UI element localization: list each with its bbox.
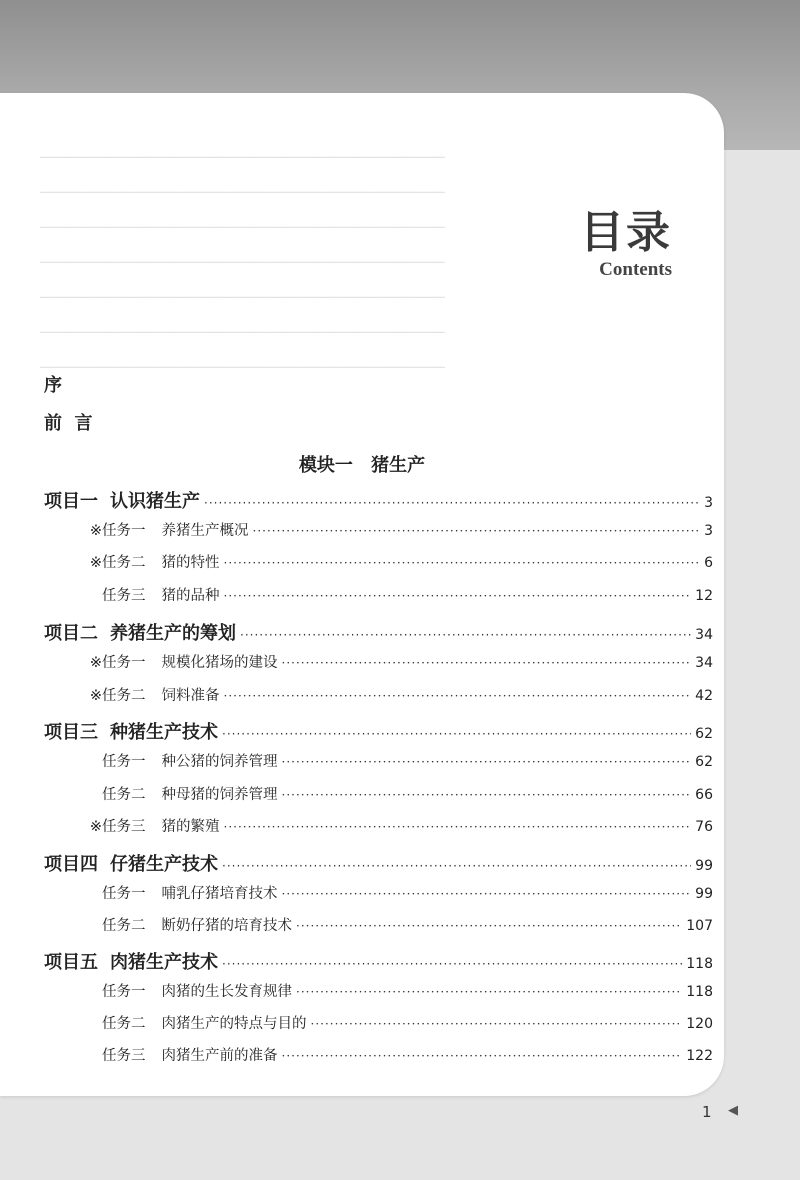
toc-entry-page: 99 bbox=[695, 886, 713, 902]
toc-entry-page: 118 bbox=[686, 956, 713, 972]
toc-entry-label bbox=[82, 1012, 307, 1033]
module-heading bbox=[0, 451, 724, 477]
toc-entry-title: 种公猪的饲养管理 bbox=[161, 754, 278, 770]
toc-entry-number: 任务一 bbox=[102, 984, 146, 1000]
toc-entry-label bbox=[44, 948, 218, 974]
toc-entry-page: 99 bbox=[695, 858, 713, 874]
toc-entry-label bbox=[82, 783, 278, 804]
toc-entry-number: 项目一 bbox=[44, 491, 98, 512]
toc-entry-page: 42 bbox=[695, 688, 713, 704]
dot-leader bbox=[222, 859, 691, 873]
dot-leader bbox=[204, 496, 700, 510]
dot-leader bbox=[224, 556, 701, 570]
toc-heading bbox=[580, 207, 672, 281]
dot-leader bbox=[296, 985, 682, 999]
toc-task-entry[interactable] bbox=[82, 1044, 713, 1068]
dot-leader bbox=[224, 820, 692, 834]
toc-entry-number: 任务二 bbox=[102, 787, 146, 803]
dot-leader bbox=[222, 727, 691, 741]
toc-entry-title: 猪的繁殖 bbox=[161, 819, 220, 835]
toc-task-entry[interactable] bbox=[82, 519, 713, 543]
dot-leader bbox=[282, 755, 692, 769]
toc-entry-label bbox=[82, 684, 220, 705]
toc-entry-number: 项目二 bbox=[44, 623, 98, 644]
toc-entry-number: 任务三 bbox=[102, 819, 146, 835]
toc-task-entry[interactable] bbox=[82, 980, 713, 1004]
toc-project-entry[interactable] bbox=[44, 948, 713, 972]
toc-entry-number: 任务二 bbox=[102, 688, 146, 704]
toc-entry-title: 认识猪生产 bbox=[110, 491, 200, 512]
toc-entry-number: 任务二 bbox=[102, 555, 146, 571]
toc-entry-label bbox=[82, 584, 220, 605]
toc-entry-title: 种母猪的饲养管理 bbox=[161, 787, 278, 803]
page-number: 1 bbox=[702, 1103, 712, 1121]
toc-entry-title: 断奶仔猪的培育技术 bbox=[161, 918, 292, 934]
dot-leader bbox=[224, 589, 692, 603]
toc-entry-label bbox=[82, 750, 278, 771]
toc-task-entry[interactable] bbox=[82, 750, 713, 774]
toc-entry-label bbox=[44, 850, 218, 876]
toc-task-entry[interactable] bbox=[82, 584, 713, 608]
toc-entry-title: 饲料准备 bbox=[161, 688, 220, 704]
toc-task-entry[interactable] bbox=[82, 651, 713, 675]
toc-entry-label bbox=[82, 651, 278, 672]
toc-entry-label bbox=[82, 882, 278, 903]
toc-entry-page: 3 bbox=[704, 523, 713, 539]
toc-entry-title: 肉猪生产的特点与目的 bbox=[161, 1016, 307, 1032]
toc-entry-title: 养猪生产的筹划 bbox=[110, 623, 236, 644]
toc-entry-number: 任务一 bbox=[102, 886, 146, 902]
toc-entry-page: 107 bbox=[686, 918, 713, 934]
front-matter-foreword[interactable]: 前 言 bbox=[44, 413, 93, 434]
dot-leader bbox=[311, 1017, 683, 1031]
toc-entry-page: 34 bbox=[695, 655, 713, 671]
toc-entry-number: 项目四 bbox=[44, 854, 98, 875]
toc-entry-page: 34 bbox=[695, 627, 713, 643]
required-mark-icon: ※ bbox=[89, 655, 102, 671]
toc-entry-page: 62 bbox=[695, 726, 713, 742]
toc-entry-title: 养猪生产概况 bbox=[161, 523, 249, 539]
toc-entry-number: 任务三 bbox=[102, 588, 146, 604]
toc-entry-number: 任务一 bbox=[102, 523, 146, 539]
module-number: 模块一 bbox=[298, 455, 353, 476]
required-mark-icon: ※ bbox=[89, 555, 102, 571]
front-matter-preface[interactable]: 序 bbox=[44, 375, 62, 396]
toc-entry-title: 种猪生产技术 bbox=[110, 722, 218, 743]
toc-entry-title: 肉猪生产前的准备 bbox=[161, 1048, 278, 1064]
toc-entry-page: 76 bbox=[695, 819, 713, 835]
dot-leader bbox=[282, 788, 692, 802]
toc-entry-number: 任务二 bbox=[102, 918, 146, 934]
toc-entry-page: 122 bbox=[686, 1048, 713, 1064]
dot-leader bbox=[240, 628, 691, 642]
toc-entry-page: 3 bbox=[704, 495, 713, 511]
required-mark-icon: ※ bbox=[89, 819, 102, 835]
toc-entry-title: 仔猪生产技术 bbox=[110, 854, 218, 875]
dot-leader bbox=[222, 957, 682, 971]
toc-entry-number: 项目五 bbox=[44, 952, 98, 973]
toc-entry-label bbox=[82, 914, 292, 935]
toc-entry-page: 120 bbox=[686, 1016, 713, 1032]
toc-entry-page: 66 bbox=[695, 787, 713, 803]
toc-project-entry[interactable] bbox=[44, 718, 713, 742]
toc-entry-title: 规模化猪场的建设 bbox=[161, 655, 278, 671]
toc-task-entry[interactable] bbox=[82, 914, 713, 938]
toc-entry-label bbox=[82, 551, 220, 572]
toc-task-entry[interactable] bbox=[82, 783, 713, 807]
toc-entry-label bbox=[82, 815, 220, 836]
toc-task-entry[interactable] bbox=[82, 1012, 713, 1036]
toc-entry-number: 任务二 bbox=[102, 1016, 146, 1032]
toc-entry-label bbox=[82, 1044, 278, 1065]
toc-entry-number: 项目三 bbox=[44, 722, 98, 743]
toc-subtitle: Contents bbox=[599, 259, 672, 280]
dot-leader bbox=[253, 524, 701, 538]
toc-project-entry[interactable] bbox=[44, 619, 713, 643]
toc-entry-label bbox=[44, 619, 236, 645]
toc-task-entry[interactable] bbox=[82, 551, 713, 575]
toc-task-entry[interactable] bbox=[82, 684, 713, 708]
toc-project-entry[interactable] bbox=[44, 487, 713, 511]
toc-entry-label bbox=[82, 980, 292, 1001]
required-mark-icon: ※ bbox=[89, 523, 102, 539]
toc-task-entry[interactable] bbox=[82, 882, 713, 906]
toc-entry-title: 猪的特性 bbox=[161, 555, 220, 571]
toc-entry-title: 肉猪生产技术 bbox=[110, 952, 218, 973]
module-name: 猪生产 bbox=[371, 455, 426, 476]
toc-entry-label bbox=[44, 718, 218, 744]
toc-title: 目录 bbox=[580, 207, 672, 258]
dot-leader bbox=[282, 887, 692, 901]
toc-entry-page: 118 bbox=[686, 984, 713, 1000]
toc-entry-number: 任务一 bbox=[102, 754, 146, 770]
dot-leader bbox=[282, 1049, 683, 1063]
toc-entry-title: 肉猪的生长发育规律 bbox=[161, 984, 292, 1000]
toc-entry-title: 哺乳仔猪培育技术 bbox=[161, 886, 278, 902]
toc-entry-page: 62 bbox=[695, 754, 713, 770]
toc-entry-label bbox=[82, 519, 249, 540]
toc-entry-number: 任务三 bbox=[102, 1048, 146, 1064]
toc-entry-page: 6 bbox=[704, 555, 713, 571]
toc-entry-title: 猪的品种 bbox=[161, 588, 220, 604]
toc-entry-number: 任务一 bbox=[102, 655, 146, 671]
dot-leader bbox=[282, 656, 692, 670]
required-mark-icon: ※ bbox=[89, 688, 102, 704]
toc-task-entry[interactable] bbox=[82, 815, 713, 839]
page-marker-icon: ◀ bbox=[728, 1103, 738, 1118]
dot-leader bbox=[224, 689, 692, 703]
dot-leader bbox=[296, 919, 682, 933]
toc-project-entry[interactable] bbox=[44, 850, 713, 874]
toc-entry-page: 12 bbox=[695, 588, 713, 604]
toc-entry-label bbox=[44, 487, 200, 513]
